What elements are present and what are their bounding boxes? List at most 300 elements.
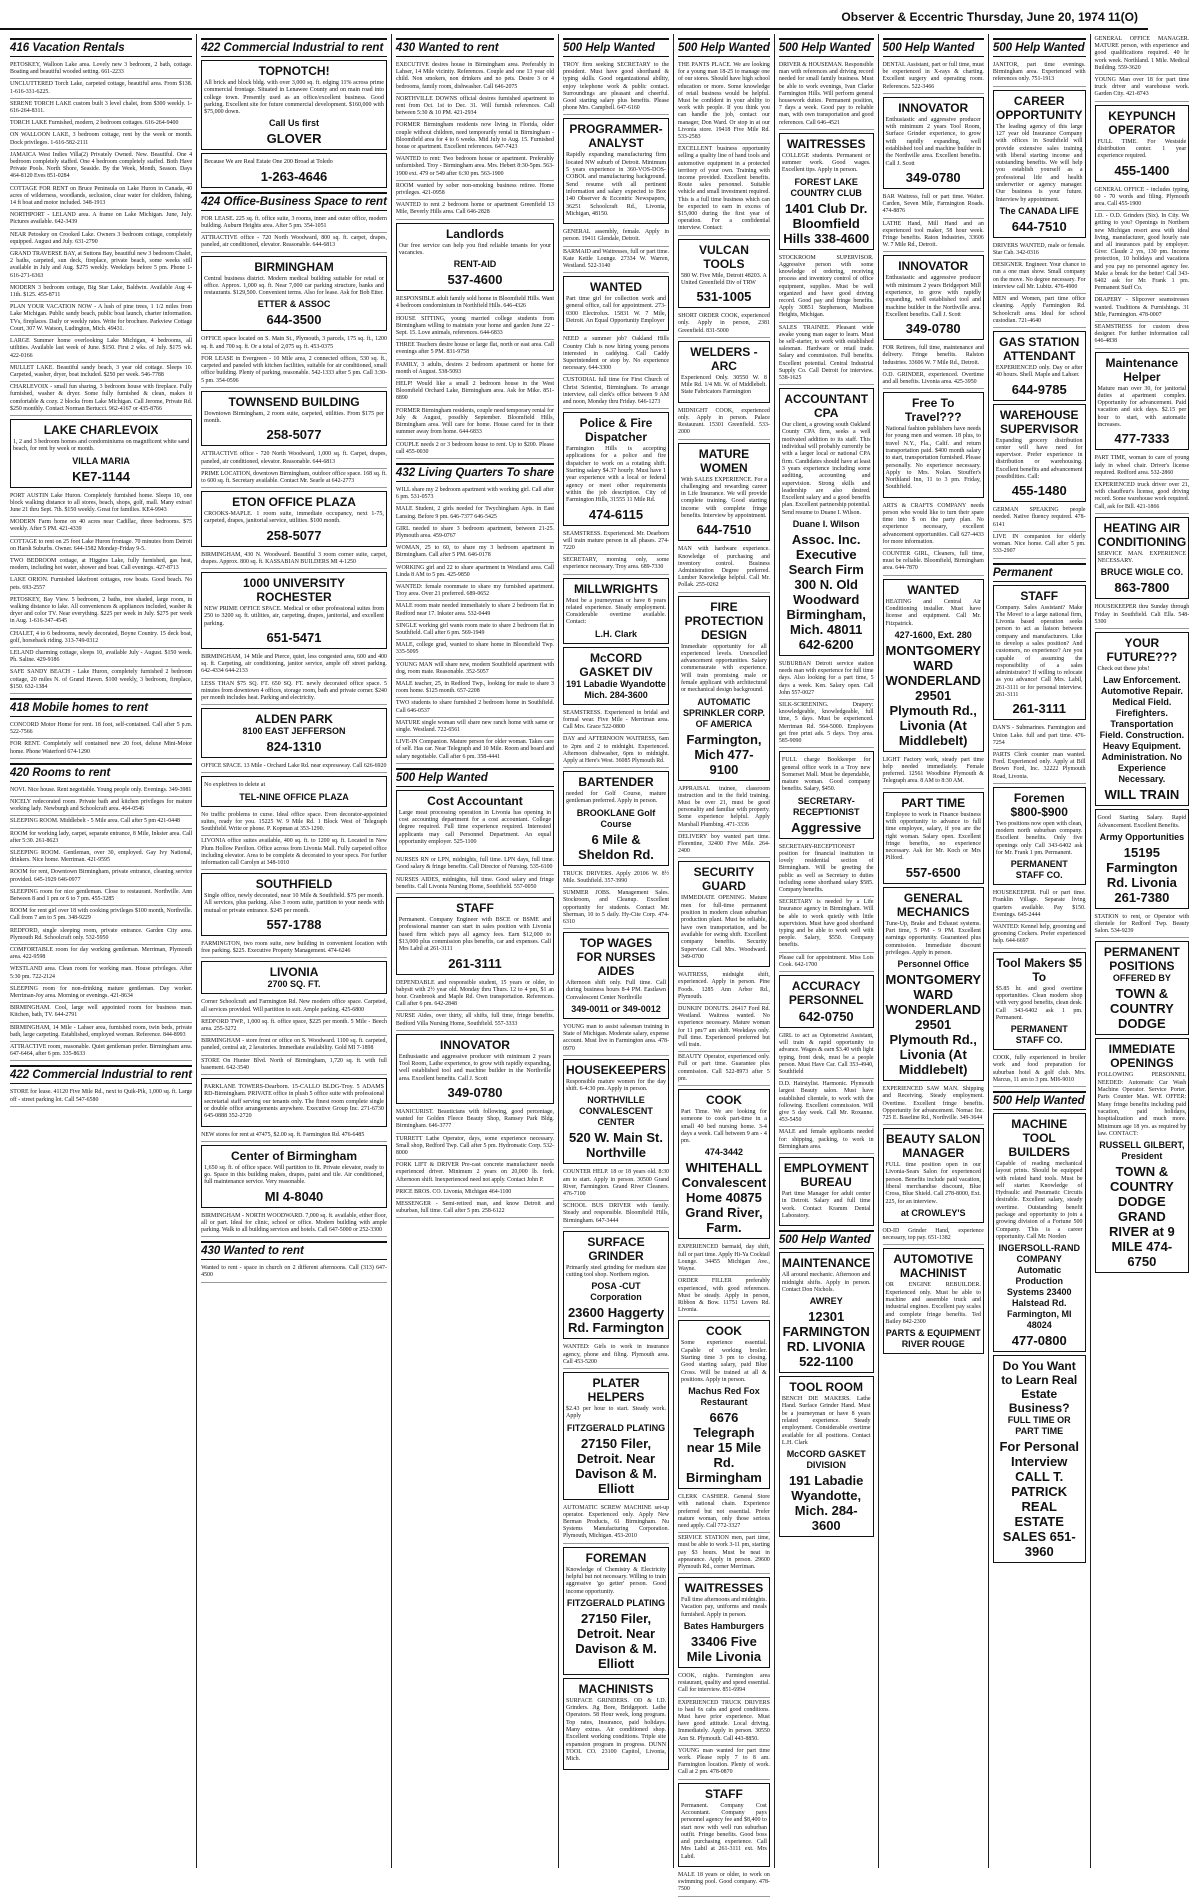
display-ad-body: Afternoon shift only. Full time. Call during business hours 8-4 PM. Eastlawn Convalescent Center Northville <box>566 980 667 1001</box>
classified-ad: BIRMINGHAM - NORTH WOODWARD. 7,000 sq. ft. available, either floor, all or part. Ideal for clinic, school or office. Modern building with ample parking. Walk to all building services and hotels. Call 647-5000 or 252-3300 <box>201 1211 387 1238</box>
classified-ad: SLEEPING room for nice gentleman. Close to restaurant. Northville. Ann Between 8 and 1 pm or 6 to 7 pm. 455-3285 <box>10 887 192 906</box>
classified-ad: MALE room mate needed immediately to share 2 bedroom flat in Redford near 17. Inkster area. 532-0449 <box>396 601 554 620</box>
display-ad-tel: 477-0800 <box>1011 1333 1067 1349</box>
section-heading: 416 Vacation Rentals <box>10 38 192 57</box>
classified-ad: ROOM for working lady, carpet, separate entrance, 8 Mile, Inkster area. Call after 5:30. 261-8623 <box>10 829 192 848</box>
display-ad-mid: 474-3442 <box>704 1147 743 1158</box>
display-ad-body: FULL TIME. For Westside distribution center. 1 year experience required. <box>1097 138 1187 160</box>
classified-ad: MODERN 3 bedroom cottage, Big Star Lake, Baldwin. Available Aug 4-11th. $125. 455-8711 <box>10 283 192 302</box>
classified-ad: PORT AUSTIN Lake Huron. Completely furnished home. Sleeps 10, one block walking distance to all stores, beach, shops, golf, mall. Many extras! June 21 thru Sept. 7th. $150 weekly. Great for families. KE4-9943 <box>10 491 192 518</box>
classified-ad: SEAMSTRESS. Experienced in bridal and formal wear. Five Mile - Merriman area. Call Mrs. Grace 522-0800 <box>563 708 669 735</box>
display-ad-big: WAREHOUSE SUPERVISOR <box>999 407 1079 436</box>
display-ad-body: Employee to work in Finance business with opportunity to advance to full time employee, salary, if you are the right woman. Salary open. Excellent fringe benefits, no experience necessary. Ask for Mr. Koch or Mrs Pilford. <box>885 811 981 862</box>
classified-ad: MATURE single woman will share new ranch home with same or single. Westland. 722-6561 <box>396 718 554 737</box>
display-ad-mid: RENT-AID <box>453 259 497 270</box>
classified-ad: SCHOOL BUS DRIVER with family. Steady and responsible. Bloomfield Hills, Birmingham. 647-3444 <box>563 1201 669 1228</box>
display-ad-body: Rapidly expanding manufacturing firm located NW suburb of Detroit. Minimum 5 years experience in 360-VOS-DOS-COBOL and manufacturing background. Send resume with all pertinent information and salary expected to Box 140 Observer & Eccentric Newspapers, 36251 Schoolcraft Rd., Livonia, Michigan, 48150. <box>566 152 667 217</box>
column-9 <box>1091 34 1193 1868</box>
classified-ad: PLAN YOUR VACATION NOW - A lush of pine trees, 1 1/2 miles from Lake Michigan. Public sandy beach, public boat launch, charter information. TVs, fireplaces. Daily or weekly rates. Write for brochure. Parkview Cottage Court, 307 W. Watson, Ludington, Mich. 49431. <box>10 302 192 336</box>
classified-ad: LATHE Hand, Mill Hand and an experienced tool maker, 58 hour week. Fringe benefits. Raton Industries, 33606 W. 7 Mile Rd., Detroit. <box>883 219 984 253</box>
display-ad-big: TOWNSEND BUILDING <box>228 394 360 409</box>
display-ad-mid: Bates Hamburgers <box>683 1621 764 1632</box>
display-ad-body: Part time Manager for adult center in Detroit. Salary and full time work. Contact Kramm Dental Laboratory. <box>781 1191 871 1219</box>
display-ad-body: FOLLOWING PERSONNEL NEEDED: Automatic Car Wash Machine Operator. Service Porter. Parts Counter Man. WE OFFER: Many fringe benefits including paid vacation, paid holidays, hospitalization and much more. Minimum age 18 yrs. as required by law. CONTACT: <box>1097 1072 1187 1137</box>
display-ad-mid: Personnel Office <box>897 959 969 970</box>
masthead-bar <box>0 0 1148 30</box>
display-ad <box>201 1078 387 1126</box>
classified-ad: FORK LIFT & DRIVER Pre-cast concrete manufacturer needs experienced driver. Minimum 2 years on 20,000 lb. fork. Afternoon shift. Inexperienced need not apply. Contact John P. <box>396 1160 554 1187</box>
display-ad-tel: For Personal Interview CALL T. PATRICK REAL ESTATE SALES 651-3960 <box>999 1439 1079 1560</box>
classified-ad: EXPERIENCED TRUCK DRIVERS to haul 6x cabs and good conditions. Must have prior experience. Must have good attitude. Local driving. Immediately. Apply in person. 30550 Ann St. Plymouth. Call 443-8850. <box>678 1698 770 1746</box>
section-heading: 422 Commercial Industrial to rent <box>10 1065 192 1084</box>
classified-ad: SECRETARY is needed by a Life Insurance agency in Birmingham. Will be able to work quietly with little supervision. Must have good shorthand typing and be able to work well with people. Salary, $550. Company benefits. <box>779 897 874 952</box>
display-ad-mid: ETTER & ASSOC <box>257 299 331 310</box>
display-ad-tel: 6 Mile & Sheldon Rd. <box>578 831 654 862</box>
display-ad-big: PLATER HELPERS <box>587 1376 645 1405</box>
classified-ad: MAN with hardware experience. Knowledge of purchasing and inventory control. Business Administration Degree preferred. Lumber Knowledge helpful. Call Mr. Pollak. 255-0262 <box>678 544 770 592</box>
display-ad-big: COOK <box>705 1324 742 1339</box>
display-ad-mid: 427-1600, Ext. 280 <box>894 629 972 640</box>
display-ad-big: INNOVATOR <box>439 1037 510 1052</box>
display-ad-body: Our client, a growing south Oakland County CPA firm, seeks a well motivated addition to its staff. This individual will probably currently be with a larger local or national CPA firm. Candidates should have at least 3 years experience including some auditing, accounting and supervision. Strong skills and leadership are also desired. Excellent salary and a good benefits plan. Excellent partnership potential. Send resume to Duane I. Wilson. <box>781 422 871 516</box>
classified-ad: GENERAL OFFICE MANAGER. MATURE person, with experience and good qualifications required. 40 hr work week. Northland. 1 Mile. Medical Building. 559-3620 <box>1095 34 1190 75</box>
section-heading: 500 Help Wanted <box>563 38 669 57</box>
display-ad-big: INNOVATOR <box>898 259 969 274</box>
column-1 <box>6 34 197 1868</box>
display-ad-body: HEATING and Central Air Conditioning installer. Must have license and equipment. Call Mr. Fitzpatrick. <box>885 598 981 627</box>
display-ad-big: YOUR FUTURE??? <box>1106 635 1178 664</box>
display-ad-tel: 15195 Farmington Rd. Livonia 261-7380 <box>1106 844 1178 905</box>
display-ad-mid: L.H. Clark <box>595 628 638 639</box>
display-ad <box>993 952 1086 1050</box>
classified-ad: TORCH LAKE Furnished, modern, 2 bedroom cottages. 616-264-9400 <box>10 118 192 130</box>
display-ad <box>563 647 669 705</box>
classified-ad: COUPLE needs 2 or 3 bedroom house to rent. Up to $200. Please call 455-0030 <box>396 440 554 459</box>
display-ad-body: SERVICE MAN. EXPERIENCE NECESSARY. <box>1097 550 1187 565</box>
classified-ad: CHARLEVOIX - small fun sharing, 3 bedroom house with fireplace. Fully furnished, washer & dryer. Some fully furnished & clean, makes it comfortable & cozy. 2 blocks from Lake Michigan. Call Jerome, Private Rd. $250 monthly. Contact Norman Bertucci. 962-4167 or 435-8766 <box>10 382 192 416</box>
display-ad <box>883 887 984 1081</box>
classified-ad: COUNTER GIRL, Cleaners, full time, must be reliable. Bloomfield, Birmingham area. 644-7870 <box>883 549 984 576</box>
display-ad <box>779 1376 874 1537</box>
classified-ad: SINGLE working girl wants room mate to share 2 bedroom flat in Southfield. Call after 6 pm. 569-1949 <box>396 621 554 640</box>
classified-ad: MULLET LAKE. Beautiful sandy beach, 3 year old cottage. Sleeps 10. Carpeted, washer, dryer, boat included. $250 per week. 546-7788 <box>10 363 192 382</box>
display-ad-tel: 824-1310 <box>266 739 322 755</box>
classified-ad: FORMER Birmingham residents, couple need temporary rental for July & August, possibly September. Bloomfield Hills, Birmingham area. Will care for home. House cared for in their summer away from home. 644-6833 <box>396 406 554 440</box>
display-ad-tel: 349-0780 <box>447 1084 503 1100</box>
classified-ad: FORMER Birmingham residents now living in Florida, older couple without children, need temporarily rental in Birmingham - Bloomfield area for 4 to 6 weeks. Mid July to Aug. 15. Furnished house or apartment. Excellent references. 647-7423 <box>396 120 554 154</box>
display-ad-tel: GLOVER <box>266 131 322 147</box>
display-ad-big: MATURE WOMEN <box>698 446 750 475</box>
classified-ad: GIRL to act as Optometrist Assistant, will train & rapid opportunity to advance. Wages & earn $3.40 with light typing, front desk, must be a people person. Must Have Car. Call 353-4940, Southfield <box>779 1031 874 1079</box>
display-ad-big: MACHINE TOOL BUILDERS <box>1008 1116 1070 1159</box>
classified-ad: SHORT ORDER COOK, experienced only. Apply in person, 2381 Greenfield. 831-5000 <box>678 311 770 338</box>
display-ad-body: SURFACE GRINDERS. OD & I.D. Grinders. Jig Bore, Bridgeport. Lathe Operators. 58 Hour week, long program. Top rates, Insurance, paid holidays. Many extras. Air conditioned shop. Excellent working conditions. Triple site expansion program in progress. DUNN TOOL CO. 23100 Capitol, Livonia, Mich. <box>566 1697 667 1763</box>
classified-ad: TROY firm seeking SECRETARY to the president. Must have good shorthand & typing skills. Good organizational ability, enjoy telephone work & public contact. Surroundings are pleasant and cheerful. Good starting salary plus benefits. Please phone Mrs. Campbell. 647-6160 <box>563 60 669 115</box>
display-ad <box>678 596 770 781</box>
classified-ad: WANTED: Kennel help, grooming and grooming Cockers. Prefer experienced help. 644-6697 <box>993 922 1086 949</box>
display-ad-mid: at CROWLEY'S <box>900 1207 966 1218</box>
display-ad-big: CAREER OPPORTUNITY <box>995 93 1083 122</box>
display-ad-mid: The CANADA LIFE <box>999 205 1079 216</box>
classified-ad: WANTED: Girls to work in insurance agency, phone and filing. Plymouth area. Call 453-5200 <box>563 1342 669 1369</box>
display-ad-big: PROGRAMMER-ANALYST <box>569 122 663 151</box>
classified-ad: SERVICE STATION men, part time, must be able to work 3-11 pm, starting pay $3 hours. Must be neat in appearance. Apply in person. 29600 Plymouth Rd., corner Merriman. <box>678 1533 770 1574</box>
display-ad-tel: 557-1788 <box>266 917 322 933</box>
display-ad-big: McCORD GASKET DIV <box>579 650 653 679</box>
classified-ad: MALE teacher, 25, in Redford Twp., looking for male to share 3 room home. $125 month. 657-2208 <box>396 679 554 698</box>
display-ad <box>563 1547 669 1675</box>
display-ad-big: LAKE CHARLEVOIX <box>43 422 159 437</box>
display-ad <box>678 443 770 542</box>
section-heading: Permanent <box>993 563 1086 582</box>
display-ad <box>678 1089 770 1239</box>
display-ad <box>993 90 1086 238</box>
classified-ad: NURSES AIDES, midnights, full time. Good salary and fringe benefits. Call Livonia Nursing Home, Southfield. 557-0050 <box>396 875 554 894</box>
display-ad-big: Do You Want to Learn Real Estate Business? <box>1001 1359 1078 1416</box>
display-ad-tel: 644-3500 <box>266 312 322 328</box>
display-ad-body: Company. Sales Assistant? Make The Move! to a large national firm, Livonia based operation seeks person to act as liaison between company and manufacturers. Like to develop a sales position? And customers, no experience? Are you capable of assuming the responsibility of a sales administrator? If willing to relocate as you advance! Call Mrs. Labil, 261-3111 or for personal interview. 261-3111 <box>995 604 1083 699</box>
display-ad <box>563 276 669 331</box>
display-ad <box>993 787 1086 885</box>
display-ad-body: Permanent. Company Cost Accountant. Company pays personnel agency fee and $8,400 to start now with well run suburban outfit. Fringe benefits. Good boss and purchasing experience. Call Mrs Labil at 261-3111 ext. Mrs Labil. <box>681 1802 767 1860</box>
display-ad-big: TOOL ROOM <box>789 1380 863 1395</box>
display-ad-tel: TOWN & COUNTRY DODGE GRAND RIVER at 9 MILE 474-6750 <box>1109 1164 1175 1270</box>
display-ad-tel: KE7-1144 <box>72 468 130 484</box>
classified-ad: ATTRACTIVE office - 720 North Woodward, 800 sq. ft. carpet, drapes, paneled, air conditioned, elevator. Reasonable. 644-6813 <box>201 233 387 252</box>
display-ad <box>883 1248 984 1354</box>
classified-ad: ROOM wanted by sober non-smoking business retiree. Home privileges. 421-0958 <box>396 181 554 200</box>
classified-ad: JANITOR, part time evenings. Birmingham area. Experienced with references only. 751-1913 <box>993 60 1086 87</box>
display-ad-body: Expanding grocery distribution center will have need for supervisor. Prefer experience in distribution or warehousing. Excellent benefits and advancement possibilities. Call: <box>995 437 1083 480</box>
display-ad-big: TOP WAGES FOR NURSES AIDES <box>576 936 656 979</box>
display-ad-big: SURFACE GRINDER <box>587 1234 645 1263</box>
display-ad-body: EXPERIENCED only. Day or after 40 hours. Shell. Maple and Lahser. <box>995 364 1083 379</box>
display-ad-big: Foremen $800-$900 <box>1010 790 1068 819</box>
display-ad <box>993 331 1086 401</box>
display-ad <box>1095 632 1190 806</box>
classified-ad: D.D. Hairstylist. Harmonic. Plymouth largest Beauty salon. Must have established clientele, to work with the following. Excellent commission. Will give 5 day week. Call Mr. Roxanne. 453-5450 <box>779 1079 874 1127</box>
display-ad-body: No expletives to delete at <box>204 782 266 789</box>
display-ad <box>563 1231 669 1340</box>
display-ad-big: KEYPUNCH OPERATOR <box>1108 108 1176 137</box>
display-ad <box>201 256 387 332</box>
classified-ad: PETOSKEY, Walloon Lake area. Lovely new 3 bedroom, 2 bath, cottage. Boating and beautiful wooded setting. 661-2233 <box>10 60 192 79</box>
classified-ad: SLEEPING room for non-drinking mature gentleman. Day worker. Merriman-Joy area. Morning or evenings. 421-8634 <box>10 984 192 1003</box>
display-ad-big: SECURITY GUARD <box>693 865 755 894</box>
display-ad-body: Large meat processing operation in Livonia has opening in cost accounting department for a cost accountant. College degree required. Full time experience required. Interested applicants may call Personnel Department. An equal opportunity employer. 525-1100 <box>398 809 551 845</box>
section-heading: 500 Help Wanted <box>779 1230 874 1249</box>
display-ad <box>779 1252 874 1373</box>
classified-ad: YOUNG man to assist salesman training in State of Michigan. Moderate salary, expense account. Must live in Farmington area. 478-0970 <box>563 1022 669 1056</box>
display-ad-mid: FULL TIME OR PART TIME <box>1007 1415 1071 1437</box>
classified-ad: Wanted to rent - space in church on 2 different afternoons. Call (313) 647-4500 <box>201 1263 387 1282</box>
display-ad-tel: 642-0750 <box>798 1009 854 1024</box>
section-heading: 432 Living Quarters To share <box>396 463 554 482</box>
display-ad-big: BARTENDER <box>578 775 654 790</box>
classified-ad: COUNTER HELP. 18 or 18 years old. 8:30 am to start. Apply in person. 30500 Grand River, Farmington. Grand River Cleaners. 476-7100 <box>563 1167 669 1201</box>
classified-ad: THREE Teachers desire house or large flat, north or east area. Call evenings after 5 PM. 831-9758 <box>396 340 554 359</box>
display-ad-body: Responsible mature women for the day shift. 6-4:30 pm. Apply in person. <box>566 1078 667 1093</box>
classified-ad: GRAND TRAVERSE BAY, at Suttons Bay, beautiful new 3 bedroom Chalet, 2 baths, carpeted, sun deck, fireplace, private beach, some weeks still available in July and Aug. $275 weekly. Weekdays before 5 pm. Phone 1-616-271-6363 <box>10 249 192 283</box>
display-ad <box>563 578 669 644</box>
classified-ad: COMFORTABLE room for day working gentleman. Merriman, Plymouth area. 422-9598 <box>10 945 192 964</box>
display-ad-big: FOREMAN <box>585 1550 647 1565</box>
display-ad-tel: WILL TRAIN <box>1104 787 1180 803</box>
display-ad-mid: OFFERED BY <box>1112 973 1171 984</box>
display-ad-body: Must be a journeyman or have 8 years related experience. Steady employment. Considerable overtime available. Contact: <box>566 597 667 626</box>
display-ad <box>201 60 387 150</box>
display-ad-big: Center of Birmingham <box>231 1148 358 1163</box>
display-ad-mid: FOREST LAKE COUNTRY CLUB <box>790 176 862 198</box>
classified-ad: DESIGNER. Engineer. Your chance to run a one man show. Small company on the move. No degree necessary. For interview call Mr. Lubitz. 476-4900 <box>993 260 1086 294</box>
classified-columns <box>6 34 1190 1893</box>
classified-ad: SALES TRAINEE. Pleasant wide awake young man eager to learn. Must be self-starter, to work with established salesman. Hardware or retail trade. Salary and commission. Full benefits. Excellent potential. Central Industrial Supply Co. Call Detroit for interview. 538-1625 <box>779 323 874 386</box>
display-ad-big: SOUTHFIELD <box>255 877 333 892</box>
display-ad-big: ACCOUNTANT CPA <box>784 392 869 421</box>
display-ad <box>563 1059 669 1165</box>
display-ad-body: COLLEGE students. Permanent or summer work. Good wages. Excellent tips. Apply in person. <box>781 152 871 174</box>
display-ad-body: IMMEDIATE OPENING. Mature men for full-time permanent position in modern clean suburban production plant. Must be reliable, have own transportation, and be available for swing shift. Excellent company benefits. Security Supervisor. Call Mrs. Woodward. 349-0700 <box>681 895 767 960</box>
display-ad-big: ACCURACY PERSONNEL <box>788 979 864 1007</box>
display-ad <box>396 897 554 974</box>
display-ad-body: CROOKS-MAPLE. 1 room suite, immediate occupancy, next 1-75, carpeted, drapes, janitorial service, utilities. $100 month. <box>204 511 384 525</box>
classified-ad: COOK, fully experienced in broiler work and food preparation for suburban hotel & golf club. Mrs. Marcus, 11 am to 3 pm. MI6-9010 <box>993 1053 1086 1087</box>
classified-ad: OFFICE SPACE. 13 Mile - Orchard Lake Rd. near expressway. Call 626-6920 <box>201 761 387 773</box>
classified-ad: MEN and Women, part time office cleaning. Apply Farmington Rd. Schoolcraft area. Ideal for school custodian. 721-4640 <box>993 294 1086 328</box>
classified-ad: DRAPERY - Slipcover seamstresses wanted. Traditions & Furnishings. 31 Mile, Farmington. 478-0007 <box>1095 295 1190 322</box>
classified-ad: BIRMINGHAM, 14 Mile and Pierce, quiet, less congested area, 600 and 400 sq. ft. Carpeting, air conditioning, janitor service, ample off street parking. 642-4334 644-2133 <box>201 652 387 679</box>
classified-ad: NEAR Petoskey on Crooked Lake. Owners 3 bedroom cottage, completely equipped. August and July. 631-2790 <box>10 230 192 249</box>
classified-ad: SEAMSTRESS for custom dress designer. For further information call 646-4838 <box>1095 322 1190 349</box>
classified-ad: BARMAID and Waitresses, full or part time. Kate Kettle Lounge. 27334 W. Warren, Westland. 522-3140 <box>563 247 669 274</box>
classified-ad: ORDER FILLER preferably experienced, with good references. Must be steady. Apply in person, Ribbon & Bow. 11751 Lovers Rd. Livonia. <box>678 1276 770 1317</box>
display-ad-mid: AWREY <box>809 1296 843 1307</box>
classified-ad: LIVE IN companion for elderly woman. Nice home. Call after 5 pm. 533-2907 <box>993 532 1086 559</box>
display-ad-big: LIVONIA <box>269 965 319 980</box>
classified-ad: HOUSE SITTING, young married college students from Birmingham willing to maintain your home and garden June 22 - Sept. 15. Love animals, references. 644-6833 <box>396 314 554 341</box>
display-ad-mid: PARTS & EQUIPMENT RIVER ROUGE <box>885 1328 981 1350</box>
display-ad-body: $2.43 per hour to start. Steady work. Apply <box>566 1406 667 1420</box>
display-ad-big: GAS STATION ATTENDANT <box>999 334 1080 363</box>
display-ad-mid: Call Us first <box>269 118 320 129</box>
display-ad-big: TOPNOTCH! <box>258 64 330 78</box>
display-ad-mid: RUSSELL GILBERT, President <box>1099 1140 1185 1162</box>
display-ad <box>1095 941 1190 1035</box>
classified-ad: ATTRACTIVE office - 720 North Woodward, 1,000 sq. ft. Carpet, drapes, paneled, air conditioned, elevator. Reasonable. 644-6813 <box>201 449 387 468</box>
classified-ad: LIGHT Factory work, steady part time help needed immediately. Female preferred. 12561 Woodbine Plymouth & Telegraph area. 8 AM to 8:30 AM. <box>883 755 984 789</box>
display-ad <box>563 118 669 224</box>
classified-ad: NEED a summer job? Oakland Hills Country Club is now hiring young persons interested in caddying. Call Caddy Superintendent or stop by. No experience necessary. 644-3300 <box>563 334 669 375</box>
display-ad-mid: 2700 SQ. FT. <box>267 979 321 990</box>
display-ad-big: FIRE PROTECTION DESIGN <box>684 599 764 642</box>
display-ad-big: VULCAN TOOLS <box>698 242 749 271</box>
section-heading: 430 Wanted to rent <box>396 38 554 57</box>
classified-ad: LIVE-IN Companion. Mature person for older woman. Takes care of self. Has car. Near Telegraph and 10 Mile. Room and board and salary negotiable. Call after 6 pm. 358-4441 <box>396 737 554 764</box>
display-ad-mid: SECRETARY-RECEPTIONIST <box>792 795 860 817</box>
display-ad-body: Farmington Hills is accepting applications for a police and fire dispatcher to work on a rotating shift. Starting salary $4.37 hourly. Must have 1 year experience with a local or federal agency or meet other requirements within the job description. City of Farmington Hills, 31555 11 Mile Rd. <box>566 446 667 504</box>
classified-ad: YOUNG Man over 18 for part time truck driver and warehouse work. Garden City. 421-8743 <box>1095 75 1190 102</box>
display-ad-body: BENCH DIE MAKERS. Lathe Hand. Surface Grinder Hand. Must be a journeyman or have 8 years related experience. Steady employment. Considerable overtime available for all positions. Contact L.H. Clark <box>781 1396 871 1446</box>
classified-ad: FAMILY, 3 adults, desires 2 bedroom apartment or home for month of August. 538-5093 <box>396 360 554 379</box>
display-ad-big: INNOVATOR <box>898 100 969 115</box>
classified-ad: DAY and AFTERNOON WAITRESS, 6am to 2pm and 2 to midnight. Experienced. Afternoon dishwasher, 6pm to midnight. Apply at Here's West. 36085 Plymouth Rd. <box>563 734 669 768</box>
display-ad <box>201 153 387 187</box>
display-ad-body: needed for Golf Course, mature gentleman preferred. Apply in person. <box>566 791 667 805</box>
display-ad <box>779 1157 874 1226</box>
display-ad <box>563 771 669 866</box>
display-ad-tel: 644-7510 <box>696 522 752 538</box>
classified-ad: TRUCK DRIVERS. Apply 20106 W. 8½ Mile. Southfield. 357-3990 <box>563 869 669 888</box>
classified-ad: FOR Retirees, full time, maintenance and delivery. Fringe benefits. Ralston Industries. 33606 W. 7 Mile Rd., Detroit. <box>883 343 984 370</box>
display-ad-mid: Law Enforcement. Automotive Repair. Medical Field. Firefighters. Transportation Field. Construction. Heavy Equipment. Administration. No Experience Necessary. <box>1099 675 1185 785</box>
classified-ad: SUMMER JOBS. Management Sales. Stockroom, and Cleanup. Excellent opportunity for students. Contact Mr. Sherman, 10 to 5 daily. Hy-Cite Corp. 474-6310 <box>563 888 669 929</box>
display-ad <box>883 392 984 498</box>
classified-ad: PRICE BROS. CO. Livonia, Michigan 464-1100 <box>396 1187 554 1199</box>
classified-ad: LELAND charming cottage, sleeps 10, available July - August. $150 week. Ph. Saline. 429-9186 <box>10 648 192 667</box>
display-ad-mid: AUTOMATIC SPRINKLER CORP. OF AMERICA <box>683 696 765 729</box>
classified-ad: SECRETARY-RECEPTIONIST position for financial institution in lovely residential section of Birmingham. Will be greeting the public as well as Secretary to duties including some shorthand salary $585. Company benefits. <box>779 842 874 897</box>
classified-ad: MANICURIST. Beauticians with following, good percentage, wanted for Golden Fleece Beauty Shop, Ramsey Park Bldg. Birmingham. 646-3777 <box>396 1107 554 1134</box>
display-ad <box>563 1372 669 1500</box>
classified-ad: DUNKIN' DONUTS. 26417 Ford Rd. Westland. Waitress wanted. No experience necessary. Mature woman for 11 pm/7 am shift. Weekdays only. Full time. Experienced preferred but will train. <box>678 1004 770 1052</box>
classified-ad: NORTHPORT - LELAND area. A frame on Lake Michigan. June, July. Pictures available. 642-3439 <box>10 210 192 229</box>
display-ad <box>779 133 874 250</box>
display-ad-big: WANTED <box>590 280 643 295</box>
display-ad-body: NEW PRIME OFFICE SPACE. Medical or other professional suites from 250 to 3200 sq. ft. utilities, air, carpeting, drapes, janitorial, and excellent parking. <box>204 606 384 627</box>
display-ad-body: Some experience essential. Capable of working broiler. Starting time 3 pm to closing. Good starting salary, paid Blue Cross. Will be trained at all & positions. Apply in person. <box>681 1340 767 1383</box>
classified-ad: MALE 18 years or older, to work on swimming pool. Good company. 478-7500 <box>678 1870 770 1897</box>
display-ad-body: The leading agency of this large 127 year old Insurance Company with offices in Southfield will provide extensive sales training with liberal starting income and outstanding benefits. We will help you establish yourself as a professional life and health underwriter or agency manager. Our business is your future. Interview by appointment. <box>995 123 1083 203</box>
display-ad-tel: 261-3111 <box>1012 701 1066 717</box>
display-ad-tel: 12301 FARMINGTON RD. LIVONIA 522-1100 <box>782 1309 870 1370</box>
display-ad-body: Part Time. We are looking for someone to cook part-time in a small 40 bed nursing home. 3-4 days a week. Call between 9 am - 4 pm. <box>681 1109 767 1145</box>
display-ad-body: Part time girl for collection work and general office, call for appointment. 273-0300 Electrolux. 15831 W. 7 Mile, Detroit. An Equal Opportunity Employer <box>566 296 667 324</box>
classified-ad: ON WALLOON LAKE, 3 bedroom cottage, rent by the week or month. Dock privileges. 1-616-582-2111 <box>10 130 192 149</box>
classified-ad: HOUSEKEEPER. Full or part time. Franklin Village. Separate living quarters available. Pay $150. Evenings. 645-2444 <box>993 888 1086 922</box>
display-ad-tel: MONTGOMERY WARD WONDERLAND 29501 Plymouth Rd., Livonia (At Middlebelt) <box>885 642 982 748</box>
display-ad <box>396 790 554 852</box>
classified-ad: SECRETARY, morning only, some experience necessary. Troy area. 689-7330 <box>563 555 669 574</box>
display-ad <box>563 1678 669 1770</box>
display-ad <box>993 1355 1086 1563</box>
classified-ad: WANTED to rent 2 bedroom home or apartment Greenfield 13 Mile, Beverly Hills area. Call 646-2828 <box>396 200 554 219</box>
column-6 <box>775 34 879 1868</box>
column-2 <box>197 34 392 1868</box>
classified-ad: DRIVERS WANTED, male or female. Star Cab. 342-0316 <box>993 241 1086 260</box>
classified-ad: PART TIME, woman to care of young lady in wheel chair. Driver's license required. Redford area. 532-2860 <box>1095 453 1190 480</box>
display-ad-body: Full time afternoons and midnights. Vacation pay, uniforms and meals furnished. Apply in person. <box>681 1597 767 1618</box>
classified-ad: SUBURBAN Detroit service station needs man with experience for full time days. Also looking for a part time, 5 days a week. Ken. Salary open. Call John 557-0027 <box>779 659 874 700</box>
classified-ad: COTTAGE FOR RENT on Bruce Peninsula on Lake Huron in Canada, 40 acres of wilderness, woodlands, seclusion, clear water for children, fishing, 14 ft boat and motor included. 348-1913 <box>10 184 192 211</box>
display-ad-mid: BROOKLANE Golf Course <box>576 807 656 829</box>
display-ad-mid: Machus Red Fox Restaurant <box>688 1386 760 1408</box>
classified-ad: Please call for appointment. Miss Lois Cook. 642-1700 <box>779 953 874 972</box>
classified-ad: CHALET, 4 to 6 bedrooms, newly decorated, Boyne Country. 15 deck boat, golf, horseback riding. 313-749-0312 <box>10 629 192 648</box>
display-ad-tel: 557-6500 <box>905 864 961 880</box>
classified-ad: COOK, nights. Farmington area restaurant, quality and speed essential. Call for interview. 851-6994 <box>678 1671 770 1698</box>
classified-ad: SLEEPING ROOM. Middlebelt - 5 Mile area. Call after 5 pm 421-0448 <box>10 816 192 828</box>
display-ad <box>1095 105 1190 182</box>
display-ad-mid: FITZGERALD PLATING <box>566 1422 666 1433</box>
classified-ad: BIRMINGHAM, 14 Mile - Lahser area, furnished room, twin beds, private bath, large carpeting. Established, employed woman. Reference. 844-8993 <box>10 1023 192 1042</box>
classified-ad: GENERAL assembly, female. Apply in person. 19411 Glendale, Detroit. <box>563 227 669 246</box>
display-ad-body: Downtown Birmingham, 2 room suite, carpeted, utilities. From $175 per month. <box>204 410 384 424</box>
display-ad-body: Central business district. Modern medical building suitable for retail or office. Approx. 1,000 sq. ft. Near 7,000 car parking structure, banks and restaurants. $129,500. Convenient terms. Also for lease. Ask for Bob Etter. <box>204 275 384 297</box>
display-ad-tel: MONTGOMERY WARD WONDERLAND 29501 Plymouth Rd., Livonia (At Middlebelt) <box>885 972 982 1078</box>
classified-ad: PARTS Clerk counter man wanted. Ford. Experienced only. Apply at Bill Brown Ford, Inc. 32222 Plymouth Road, Livonia. <box>993 750 1086 784</box>
classified-ad: NOVI. Nice house. Rent negotiable. Young people only. Evenings. 349-3981 <box>10 785 192 797</box>
column-8 <box>989 34 1091 1868</box>
classified-ad: ATTRACTIVE room, reasonable. Quiet gentleman prefer. Birmingham area. 647-6464, after 6 pm. 335-8633 <box>10 1042 192 1061</box>
display-ad-big: ALDEN PARK <box>255 712 333 727</box>
display-ad <box>201 1145 387 1208</box>
classified-ad: SERENE TORCH LAKE custom built 3 level chalet, from $300 weekly. 1-616-264-8311. <box>10 99 192 118</box>
display-ad-tel: 258-5077 <box>266 527 322 543</box>
classified-ad: NICELY redecorated room. Private bath and kitchen privileges for mature working lady. Newburgh and Schoolcraft area. 464-0546 <box>10 797 192 816</box>
section-heading: 420 Rooms to rent <box>10 763 192 782</box>
classified-ad: TWO BEDROOM cottage, at Higgins Lake, fully furnished, gas heat, modern, including hot water, shower and boat. Call evenings. 427-8713 <box>10 556 192 575</box>
classified-ad: MALE Student, 2 girls needed for Twychingham Apts. in East Lansing. Before 9 pm. 646-7377 646-5425 <box>396 504 554 523</box>
classified-ad: GENERAL OFFICE - includes typing, 60 - 70 words and filing. Plymouth area. Call 455-1900 <box>1095 185 1190 212</box>
section-heading: 500 Help Wanted <box>993 38 1086 57</box>
classified-ad: SILK-SCREENING. Drapery: knowledgeable, knowledgeable, full time, 5 days. Must be experienced. Merriman Rd. 564-5000. Employees get free print ads. 5 days. Troy area. 585-9090 <box>779 700 874 748</box>
classified-ad: BIRMINGHAM, 430 N. Woodward. Beautiful 3 room corner suite, carpet, drapes. Approx. 800 sq. ft. KASSABIAN BUILDERS MI 4-1250 <box>201 550 387 569</box>
display-ad-mid: 349-0011 or 349-0012 <box>571 1004 661 1015</box>
section-heading: 500 Help Wanted <box>678 38 770 57</box>
masthead: Observer & Eccentric Thursday, June 20, 1974 11(O) <box>841 10 1138 24</box>
display-ad-mid: NORTHVILLE CONVALESCENT CENTER <box>579 1095 653 1128</box>
display-ad-mid: TEL-NINE OFFICE PLAZA <box>239 791 349 802</box>
display-ad-big: ETON OFFICE PLAZA <box>232 495 356 510</box>
display-ad <box>201 391 387 447</box>
display-ad-body: Immediate opportunity for all experienced levels. Unexcelled advancement opportunities. Salary commensurate with experience. Will train promising male or female applicant with architectural or mechanical design background. <box>681 643 767 694</box>
classified-ad: DAN'S - Submarines. Farmington and Union Lake. full and part time. 476-7254 <box>993 723 1086 750</box>
display-ad-mid: 8100 EAST JEFFERSON <box>242 726 346 737</box>
display-ad-tel: 261-3111 <box>448 955 502 971</box>
display-ad <box>993 585 1086 721</box>
display-ad <box>883 579 984 752</box>
classified-ad: CONCORD Motor Home for rent. 18 foot, self-contained. Call after 5 p.m. 522-7566 <box>10 720 192 739</box>
classified-ad: WORKING girl and 22 to share apartment in Westland area. Call Linda 8 AM to 5 pm. 425-9850 <box>396 563 554 582</box>
display-ad-body: Knowledge of Chemistry & Electricity helpful but not necessary. Willing to train aggressive 'go getter' person. Good income opportunity. <box>566 1566 667 1595</box>
display-ad-body: Experienced Only. 30550 W. 8 Mile Rd. 1/4 Mi. W. of Middlebelt. State Fabricators Farmington <box>681 374 767 396</box>
display-ad-body: Good Starting Salary. Rapid Advancement. Excellent Benefits. <box>1097 815 1187 829</box>
classified-ad: TWO students to share furnished 2 bedroom home in Southfield. Call 646-0537 <box>396 698 554 717</box>
classified-ad: GIRL needed to share 3 bedroom apartment, between 21-25. Plymouth area. 459-0767 <box>396 524 554 543</box>
display-ad-body: PARKLANE TOWERS-Dearborn. 15-CALLO BLDG-Troy. 5 ADAMS RD-Birmingham. PRIVATE office in plush 5 office suite with professional secretarial staff serving our tenants only. The finest room complete single or double office arrangements anywhere. Executive Group Inc. 271-6730 645-0888 352-2720 <box>204 1084 384 1120</box>
display-ad-body: Enthusiastic and aggressive producer with minimum 2 years Bridgeport Mill experience, to grow with rapidly expanding, well established tool and machine builder in the Northville area. Excellent benefits. Call J. Scott <box>885 275 981 318</box>
display-ad-tel: 863-7800 <box>1114 580 1170 596</box>
display-ad-big: EMPLOYMENT BUREAU <box>783 1161 869 1190</box>
classified-ad: BIRMINGHAM - store front or office on S. Woodward. 1100 sq. ft. carpeted, paneled, central air, 2 lavatories. Immediate availability. Gold MI 7-1898 <box>201 1036 387 1055</box>
classified-ad: MALE, college grad, wanted to share home in Bloomfield Twp. 335-5095 <box>396 640 554 659</box>
classified-ad: BEAUTY Operator, experienced only. Full or part time. Guarantee plus commission. Call 522-8973 after 5 pm. <box>678 1052 770 1086</box>
display-ad-big: MILLWRIGHTS <box>574 581 659 596</box>
section-heading: 424 Office-Business Space to rent <box>201 192 387 211</box>
classified-ad: STOCKROOM SUPERVISOR. Aggressive person with some knowledge of ordering, receiving process and inventory control of office equipment, supplies. Must be well organized and have good driving record. Good pay and fringe benefits. Apply 30851 Stephenson, Madison Heights, Michigan. <box>779 253 874 323</box>
section-heading: 430 Wanted to rent <box>201 1241 387 1260</box>
display-ad-mid: McCORD GASKET DIVISION <box>786 1449 866 1471</box>
classified-ad: BIRMINGHAM. Cool, large well appointed room for business man. Kitchen, bath, TV. 644-2791 <box>10 1003 192 1022</box>
display-ad-big: HEATING AIR CONDITIONING <box>1097 520 1187 549</box>
display-ad-big: STAFF <box>705 1786 743 1801</box>
classified-ad: HOUSEKEEPER thru Sunday through Friday in Southfield. Cali Ella. 548-5300 <box>1095 602 1190 629</box>
display-ad <box>1095 1038 1190 1273</box>
display-ad-tel: 531-1005 <box>696 289 752 305</box>
classified-ad: EXPERIENCED barmaid, day shift, full or part time. Apply Hi-Ya Cocktail Lounge. 34455 Michigan Ave., Wayne. <box>678 1242 770 1276</box>
display-ad-big: HOUSEKEEPERS <box>566 1062 667 1077</box>
classified-ad: ARTS & CRAFTS COMPANY needs person who would like to turn their spare time into $ on the party plan. No experience necessary, excellent advancement opportunities. Call 627-4433 for more information. <box>883 501 984 549</box>
